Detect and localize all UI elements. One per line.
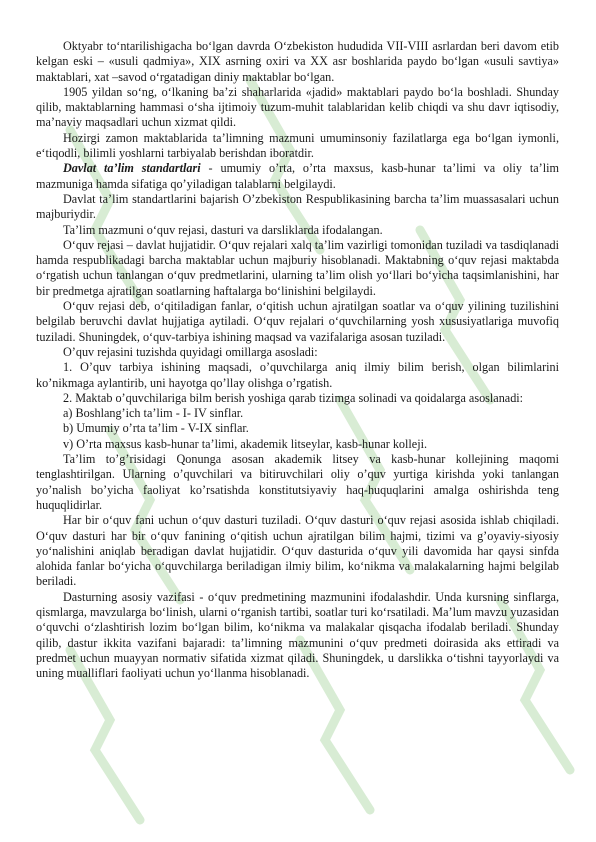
paragraph-text: O‘quv rejasi – davlat hujjatidir. O‘quv rejalari xalq ta’lim vazirligi tomonidan tuziladi va tasdiqlanadi hamda respublikadagi barcha maktablar uchun majburiy hisoblanadi. Maktabning o‘quv rejasi maktabda o‘rgatish uchun tanlangan o‘quv predmetlarini, ularning ta’lim olish yo‘llari bo‘yicha taqsimlanishini, har bir predmetga ajratilgan soatlarning haftalarga bo‘linishini belgilaydi. <box>36 237 559 298</box>
paragraph <box>36 131 559 162</box>
paragraph <box>36 39 559 85</box>
paragraph <box>36 345 559 360</box>
paragraph <box>36 223 559 238</box>
paragraph <box>36 85 559 131</box>
paragraph-text: a) Boshlang’ich ta’lim - I- IV sinflar. <box>63 406 244 421</box>
paragraph <box>36 238 559 299</box>
paragraph <box>36 192 559 223</box>
paragraph-text: v) O’rta maxsus kasb-hunar ta’limi, akademik litseylar, kasb-hunar kolleji. <box>63 436 428 451</box>
list-item <box>36 437 559 452</box>
paragraph-text: - umumiy o’rta, o’rta maxsus, kasb-hunar ta’limi va oliy ta’lim mazmuniga hamda sifatiga qo’yiladigan talablarni belgilaydi. <box>36 161 559 191</box>
paragraph-text: Hozirgi zamon maktablarida ta’limning mazmuni umuminsoniy fazilatlarga ega bo‘lgan iymonli, e‘tiqodli, bilimli yoshlarni tarbiyalab berishdan iboratdir. <box>36 130 559 161</box>
paragraph <box>36 513 559 589</box>
paragraph-text: b) Umumiy o’rta ta’lim - V-IX sinflar. <box>63 421 249 436</box>
paragraph-text: 1. O’quv tarbiya ishining maqsadi, o’quvchilarga aniq ilmiy bilim berish, olgan bilimlarini ko’nikmaga aylantirib, uni hayotga qo’llay olishga o’rgatish. <box>36 360 559 390</box>
paragraph <box>36 590 559 682</box>
paragraph-text: O‘quv rejasi deb, o‘qitiladigan fanlar, o‘qitish uchun ajratilgan soatlar va o‘quv yilining tuzilishini belgilab beruvchi davlat hujjatiga aytiladi. O‘quv rejalari o‘quvchilarning yosh xususiyatlariga muvofiq tuziladi. Shuningdek, o‘quv-tarbiya ishining maqsad va vazifalariga asosan tuziladi. <box>36 299 559 344</box>
paragraph-text: 1905 yildan so‘ng, o‘lkaning ba’zi shaharlarida «jadid» maktablari paydo bo‘la boshladi. Shunday qilib, maktablarning hammasi o‘sha ijtimoiy tuzum-muhit talablaridan kelib chiqdi va shu davr iqtisodiy, ma’naviy maqsadlari uchun xizmat qildi. <box>36 84 559 130</box>
paragraph <box>36 391 559 406</box>
paragraph <box>36 452 559 513</box>
paragraph <box>36 360 559 391</box>
paragraph <box>36 299 559 345</box>
paragraph-text: Ta’lim mazmuni o‘quv rejasi, dasturi va darsliklarda ifodalangan. <box>63 222 383 237</box>
list-item <box>36 406 559 421</box>
paragraph-text: Har bir o‘quv fani uchun o‘quv dasturi tuziladi. O‘quv dasturi o‘quv rejasi asosida ishlab chiqiladi. O‘quv dasturi har bir o‘quv fanining o‘qitish uchun ajratilgan bilim hajmi, tizimi va g’oyaviy-siyosiy yo‘nalishini aniqlab beradigan davlat hujjatidir. O‘quv dasturida o‘quv yili davomida har qaysi sinfda alohida fanlar bo‘yicha o‘quvchilarga beriladigan ilmiy bilim, ko‘nikma va malakalarning hajmi belgilab beriladi. <box>36 513 559 589</box>
paragraph-text: 2. Maktab o’quvchilariga bilm berish yoshiga qarab tizimga solinadi va qoidalarga asoslanadi: <box>63 390 524 405</box>
list-item <box>36 421 559 436</box>
term-heading: Davlat ta’lim standartlari <box>63 161 201 176</box>
paragraph-text: Davlat ta’lim standartlarini bajarish O’zbekiston Respublikasining barcha ta’lim muassasalari uchun majburiydir. <box>36 191 559 222</box>
paragraph-text: Dasturning asosiy vazifasi - o‘quv predmetining mazmunini ifodalashdir. Unda kursning sinflarga, qismlarga, mavzularga bo‘linish, ularni o‘rganish tartibi, soatlar turi ko‘rsatiladi. Ma’lum mavzu yuzasidan o‘quvchi o‘zlashtirish lozim bo‘lgan bilim, ko‘nikma va malakalar qisqacha ifodalab beriladi. Shunday qilib, dastur ikkita vazifani bajaradi: ta’limning mazmunini o‘quv predmeti doirasida aks ettiradi va predmet uchun muayyan normativ sifatida xizmat qiladi. Shuningdek, u darslikka o‘tishni tayyorlaydi va uning mualliflari faoliyati uchun yo‘llanma hisoblanadi. <box>36 589 559 681</box>
paragraph <box>36 161 559 192</box>
paragraph-text: Ta’lim to’g’risidagi Qonunga asosan akademik litsey va kasb-hunar kollejining maqomi tenglashtirilgan. Ularning o’quvchilari va bitiruvchilari oliy o’quv yurtiga kirishda yoki tanlangan yo’nalish bo’yicha faoliyat ko’rsatishda konstitutsiyaviy haq-huquqlarini amalga oshirishda teng huquqlidirlar. <box>36 452 559 512</box>
paragraph-text: Oktyabr to‘ntarilishigacha bo‘lgan davrda O‘zbekiston hududida VII-VIII asrlardan beri davom etib kelgan eski – «usuli qadmiya», XIX asrning oxiri va XX asr boshlarida paydo bo‘lgan «usuli savtiya» maktablari, xat –savod o‘rgatadigan diniy maktablar bo‘lgan. <box>36 39 559 84</box>
document-body <box>36 39 559 681</box>
paragraph-text: O’quv rejasini tuzishda quyidagi omillarga asosladi: <box>63 344 318 359</box>
